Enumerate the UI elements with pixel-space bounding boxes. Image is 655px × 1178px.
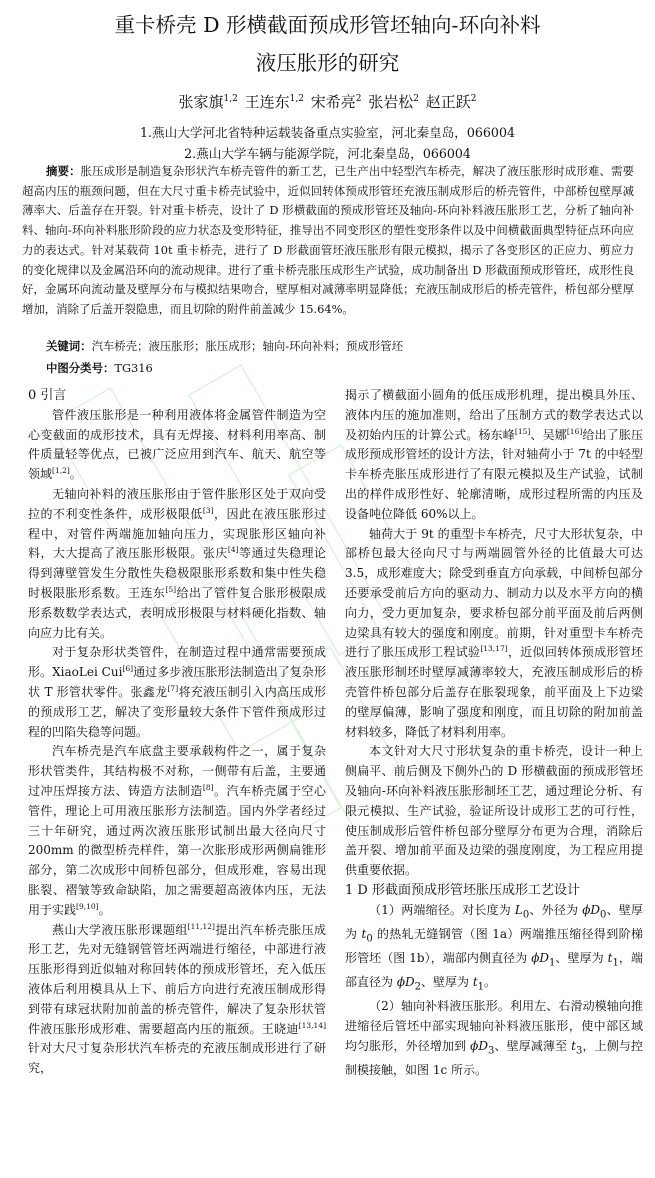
author-affiliation: 1,2 (223, 94, 238, 104)
abstract-text: 胀压成形是制造复杂形状汽车桥壳管件的新工艺，已生产出中轻型汽车桥壳，解决了液压胀形时成形难、需要超高内压的瓶颈问题，但在大尺寸重卡桥壳试验中，近似回转体预成形管坯充液压制成形后的桥壳管件，中部桥包壁厚减薄率大、后盖存在开裂。针对重卡桥壳，设计了 D 形横截面的预成形管坯及轴向-环向补料液压胀形工艺，分析了轴向补料、轴向-环向补料胀形阶段的应力状态及变形特征，推导出不同变形区的塑性变形条件以及中间横截面典型特征点环向应力的表达式。针对某载荷 10t 重卡桥壳，进行了 D 形截面管坯液压胀形有限元模拟，揭示了各变形区的正应力、剪应力的变化规律以及金属沿环向的流动规律。进行了重卡桥壳胀压成形生产试验，成功制备出 D 形截面预成形管坯，成形性良好，金属环向流动量及壁厚分布与模拟结果吻合，壁厚相对减薄率明显降低；充液压制成形后的桥壳管件，桥包部分壁厚增加，消除了后盖开裂隐患，而且切除的附件前盖减少 15.64%。 (22, 164, 634, 316)
paragraph: 无轴向补料的液压胀形由于管件胀形区处于双向受拉的不利变性条件，成形极限低[3]，因此在液压胀形过程中，对管件两端施加轴向压力，实现胀形区轴向补料，大大提高了液压胀形极限。张庆[4]等通过失稳理论得到薄壁管发生分散性失稳极限胀形系数和集中性失稳时极限胀形系数。王连东[5]给出了管件复合胀形极限成形系数数学表达式，表明成形极限与材料硬化指数、轴向应力比有关。 (28, 486, 326, 640)
author-name: 赵正跃 (425, 93, 471, 111)
section-heading-intro: 0 引言 (28, 388, 67, 403)
paragraph: 管件液压胀形是一种利用液体将金属管件制造为空心变截面的成形技术，具有无焊接、材料利用率高、制件质量轻等优点，已被广泛应用到汽车、航天、航空等领域[1,2]。 (28, 407, 326, 482)
paragraph: （1）两端缩径。对长度为 $L_0$、外径为 $\phi D_0$、壁厚为 $t_0$ 的热轧无缝钢管（图 1a）两端推压缩径得到阶梯形管坯（图 1b），端部内侧直径为 $\phi D_1$、壁厚为 $t_1$，端部直径为 $\phi D_2$、壁厚为 $t_1$。 (345, 902, 643, 993)
paragraph: 本文针对大尺寸形状复杂的重卡桥壳，设计一种上侧扁平、前后侧及下侧外凸的 D 形横截面的预成形管坯及轴向-环向补料液压胀形制坯工艺，通过理论分析、有限元模拟、生产试验，验证所设计成形工艺的可行性，使压制成形后管件桥包部分壁厚分布更为合理，消除后盖开裂、增加前平面及边梁的强度刚度，为工程应用提供重要依据。 (345, 744, 643, 878)
citation: [11,12] (187, 921, 215, 931)
paragraph: 燕山大学液压胀形课题组[11,12]提出汽车桥壳胀压成形工艺，先对无缝钢管管坯两端进行缩径，中部进行液压胀形得到近似轴对称回转体的预成形管坯，充入低压液体后利用模具从上下、前后方向进行充液压制成形得到带有球冠状附加前盖的桥壳管件，解决了复杂形状管件液压胀形成形难、需要超高内压的瓶颈。王晓迪[13,14]针对大尺寸复杂形状汽车桥壳的充液压制成形进行了研究， (28, 921, 326, 1076)
paper-title-line1: 重卡桥壳 D 形横截面预成形管坯轴向-环向补料 (114, 13, 541, 37)
affiliation-2: 2.燕山大学车辆与能源学院，河北秦皇岛，066004 (184, 146, 471, 161)
citation: [4] (227, 545, 239, 555)
abstract-label: 摘要： (46, 164, 81, 178)
citation: [13,17] (480, 644, 508, 654)
author-affiliation: 2 (355, 94, 362, 104)
affiliation-1: 1.燕山大学河北省特种运载装备重点实验室，河北秦皇岛，066004 (140, 125, 515, 140)
right-column (345, 386, 643, 1081)
paragraph: 揭示了横截面小圆角的低压成形机理，提出模具外压、液体内压的施加准则，给出了压制方式的数学表达式以及初始内压的计算公式。杨东峰[15]、吴娜[16]给出了胀压成形预成形管坯的设计方法，针对轴荷小于 7t 的中轻型卡车桥壳胀压成形进行了有限元模拟及生产试验，试制出的样件成形性好、轮廓清晰，成形过程所需的内压及设备吨位降低 60%以上。 (345, 388, 643, 521)
author-list (0, 91, 655, 112)
citation: [5] (165, 584, 177, 594)
paper-title-line2: 液压胀形的研究 (255, 51, 400, 75)
paragraph: （2）轴向补料液压胀形。利用左、右滑动模轴向推进缩径后管坯中部实现轴向补料液压胀形，使中部区域均匀胀形，外径增加到 $\phi D_3$、壁厚减薄至 $t_3$，上侧与控制模接触，如图 1c 所示。 (345, 999, 643, 1078)
keywords-label: 关键词： (46, 339, 92, 353)
citation: [16] (566, 426, 583, 436)
author-affiliation: 1,2 (289, 94, 304, 104)
citation: [8] (202, 782, 214, 792)
clc-label: 中图分类号： (46, 361, 115, 375)
clc-text: TG316 (114, 361, 153, 375)
left-column (28, 386, 326, 1079)
section-heading-1: 1 D 形截面预成形管坯胀压成形工艺设计 (345, 882, 580, 898)
author-affiliation: 2 (470, 94, 477, 104)
citation: [9,10] (76, 901, 99, 911)
citation: [13,14] (298, 1020, 326, 1030)
citation: [15] (514, 426, 531, 436)
abstract (22, 162, 634, 320)
keywords (46, 338, 403, 354)
author-name: 宋希亮 (310, 93, 356, 111)
author-name: 王连东 (244, 93, 290, 111)
paragraph: 轴荷大于 9t 的重型卡车桥壳，尺寸大形状复杂，中部桥包最大径向尺寸与两端圆管外径的比值最大可达 3.5，成形难度大；除受到垂直方向承载，中间桥包部分还要承受前后方向的驱动力、制动力以及水平方向的横向力，受力更加复杂，要求桥包部分前平面及前后两侧边梁具有较大的强度和刚度。前期，针对重型卡车桥壳进行了胀压成形工程试验[13,17]，近似回转体预成形管坯液压胀形制坯时壁厚减薄率较大，充液压制成形后的桥壳管件桥包部分后盖存在胀裂现象，前平面及上下边梁的壁厚偏薄，影响了强度和刚度，而且切除的附加前盖材料较多，降低了材料利用率。 (345, 526, 643, 739)
citation: [6] (122, 664, 134, 674)
paragraph: 汽车桥壳是汽车底盘主要承载构件之一，属于复杂形状管类件，其结构极不对称，一侧带有后盖，主要通过冲压焊接方法、铸造方法制造[8]。汽车桥壳属于空心管件，理论上可用液压胀形方法制造。国内外学者经过三十年研究，通过两次液压胀形试制出最大径向尺寸 200mm 的微型桥壳样件，第一次胀形成形两侧扁锥形部分，第二次成形中间桥包部分，但成形难，容易出现胀裂、褶皱等致命缺陷，加之需要超高液体内压，无法用于实践[9,10]。 (28, 744, 326, 917)
author-name: 张家旗 (178, 93, 224, 111)
citation: [3] (202, 505, 214, 515)
author-affiliation: 2 (413, 94, 419, 104)
classification-number (46, 360, 153, 376)
citation: [7] (167, 683, 179, 693)
keywords-text: 汽车桥壳；液压胀形；胀压成形；轴向-环向补料；预成形管坯 (91, 339, 403, 353)
paragraph: 对于复杂形状类管件，在制造过程中通常需要预成形。XiaoLei Cui[6]通过多步液压胀形法制造出了复杂形状 T 形管状零件。张鑫龙[7]将充液压制引入内高压成形的预成形工艺，解决了变形量较大条件下管件预成形过程的凹陷失稳等问题。 (28, 645, 326, 739)
citation: [1,2] (52, 466, 70, 476)
author-name: 张岩松 (368, 93, 414, 111)
